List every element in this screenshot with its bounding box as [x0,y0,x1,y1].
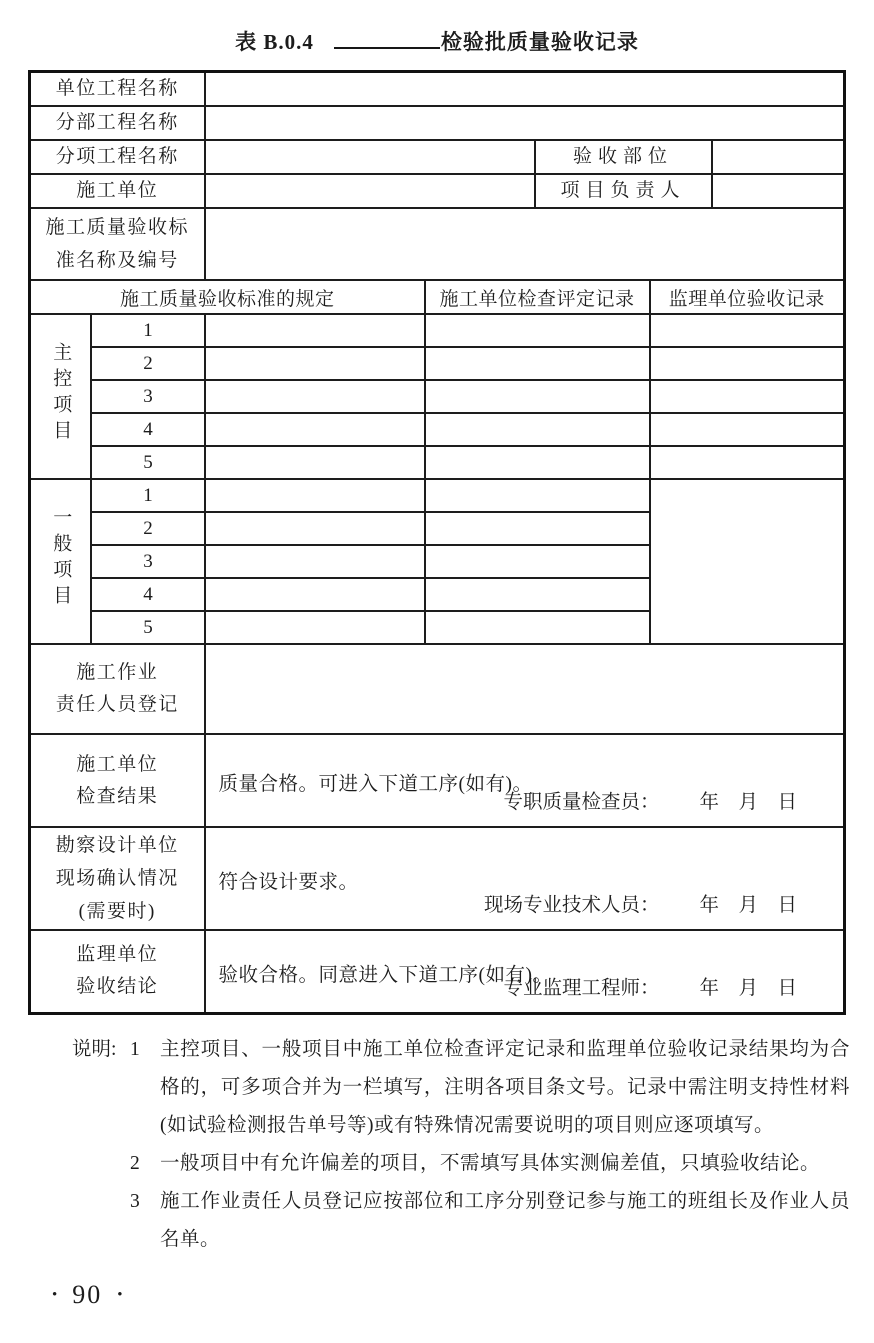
signer-title: 专职质量检查员： [503,792,660,813]
construction-result-text: 质量合格。可进入下道工序(如有)。 [218,774,533,795]
note-text: 施工作业责任人员登记应按部位和工序分别登记参与施工的班组长及作业人员名单。 [160,1190,850,1250]
column-header-regulation: 施工质量验收标准的规定 [29,280,424,314]
construction-result-cell [205,734,845,827]
table-title: 检验批质量验收记录 [440,30,639,54]
acceptance-part-label: 验收部位 [535,140,712,174]
group-label-general-items: 一般项目 [29,479,91,644]
note-number: 3 [130,1190,140,1212]
regulation-cell [205,479,425,512]
page-number [52,1280,123,1310]
supervision-result-cell [205,930,845,1013]
supervision-record-merged-cell [650,479,845,644]
survey-confirm-label-line2: 现场确认情况 [55,868,179,889]
survey-confirm-text: 符合设计要求。 [218,872,359,893]
page-number-left-dot: • [52,1286,58,1303]
registration-label-line1: 施工作业 [76,662,159,683]
registration-label-line2: 责任人员登记 [55,694,179,715]
date-placeholder: 年 月 日 [699,792,797,813]
note-number: 2 [130,1152,140,1174]
construction-check-cell [425,413,650,446]
regulation-cell [205,347,425,380]
construction-result-label-line2: 检查结果 [76,785,159,807]
standard-name-label-line2: 准名称及编号 [55,250,179,271]
standard-name-value-cell [205,208,845,280]
item-number: 1 [91,479,204,512]
supervision-record-cell [650,380,845,413]
supervision-result-text: 验收合格。同意进入下道工序(如有)。 [218,964,553,986]
project-leader-value-cell [712,174,845,208]
division-project-value-cell [205,106,845,140]
construction-check-cell [425,479,650,512]
construction-check-cell [425,380,650,413]
supervision-result-label-line2: 验收结论 [76,976,159,998]
registration-value-cell [205,644,845,734]
supervision-result-label [29,930,204,1013]
notes-section [72,1031,850,1259]
construction-check-cell [425,611,650,644]
note-item [72,1145,850,1183]
construction-result-label [29,734,204,827]
group-label-dominant-items: 主控项目 [29,314,91,479]
date-placeholder: 年 月 日 [699,895,797,916]
item-number: 4 [91,413,204,446]
project-leader-label: 项目负责人 [535,174,712,208]
construction-check-cell [425,512,650,545]
construction-unit-value-cell [205,174,535,208]
standard-name-label-line1: 施工质量验收标 [45,217,189,238]
notes-prefix: 说明: [72,1038,117,1060]
item-number: 5 [91,446,204,479]
acceptance-record-table [28,70,846,1015]
construction-result-label-line1: 施工单位 [76,753,159,775]
note-item [72,1031,850,1145]
item-number: 2 [91,347,204,380]
supervision-record-cell [650,347,845,380]
item-number: 3 [91,545,204,578]
column-header-construction-check: 施工单位检查评定记录 [425,280,650,314]
regulation-cell [205,413,425,446]
item-number: 2 [91,512,204,545]
supervision-record-cell [650,413,845,446]
note-item [72,1183,850,1259]
note-number: 1 [130,1038,140,1060]
item-number: 3 [91,380,204,413]
table-number: 表 B.0.4 [235,30,314,54]
survey-confirm-label-line3: (需要时) [78,901,156,922]
supervision-result-signature-line [503,972,797,1000]
construction-check-cell [425,578,650,611]
regulation-cell [205,380,425,413]
supervision-record-cell [650,446,845,479]
regulation-cell [205,611,425,644]
construction-check-cell [425,545,650,578]
acceptance-part-value-cell [712,140,845,174]
subdivision-project-value-cell [205,140,535,174]
construction-unit-label: 施工单位 [29,174,204,208]
item-number: 4 [91,578,204,611]
division-project-label: 分部工程名称 [29,106,204,140]
item-number: 1 [91,314,204,347]
unit-project-value-cell [205,72,845,107]
registration-label [29,644,204,734]
page-number-value: 90 [72,1280,103,1309]
page-title [0,0,874,56]
regulation-cell [205,545,425,578]
column-header-supervision-record: 监理单位验收记录 [650,280,845,314]
signer-title: 专业监理工程师： [503,977,660,999]
item-number: 5 [91,611,204,644]
survey-confirm-signature-line [484,889,797,917]
standard-name-label [29,208,204,280]
note-text: 一般项目中有允许偏差的项目，不需填写具体实测偏差值，只填验收结论。 [160,1152,821,1174]
survey-confirm-cell [205,827,845,930]
survey-confirm-label [29,827,204,930]
signer-title: 现场专业技术人员： [483,895,660,916]
construction-check-cell [425,314,650,347]
survey-confirm-label-line1: 勘察设计单位 [55,835,179,856]
supervision-record-cell [650,314,845,347]
subdivision-project-label: 分项工程名称 [29,140,204,174]
construction-result-signature-line [503,786,797,814]
regulation-cell [205,314,425,347]
note-text: 主控项目、一般项目中施工单位检查评定记录和监理单位验收记录结果均为合格的，可多项合并为一栏填写，注明各项目条文号。记录中需注明支持性材料(如试验检测报告单号等)或有特殊情况需要说明的项目则应逐项填写。 [160,1038,850,1136]
regulation-cell [205,578,425,611]
construction-check-cell [425,446,650,479]
unit-project-label: 单位工程名称 [29,72,204,107]
page-number-right-dot: • [117,1286,123,1303]
supervision-result-label-line1: 监理单位 [76,944,159,966]
title-blank-line [334,28,440,49]
regulation-cell [205,446,425,479]
date-placeholder: 年 月 日 [699,977,797,999]
regulation-cell [205,512,425,545]
construction-check-cell [425,347,650,380]
